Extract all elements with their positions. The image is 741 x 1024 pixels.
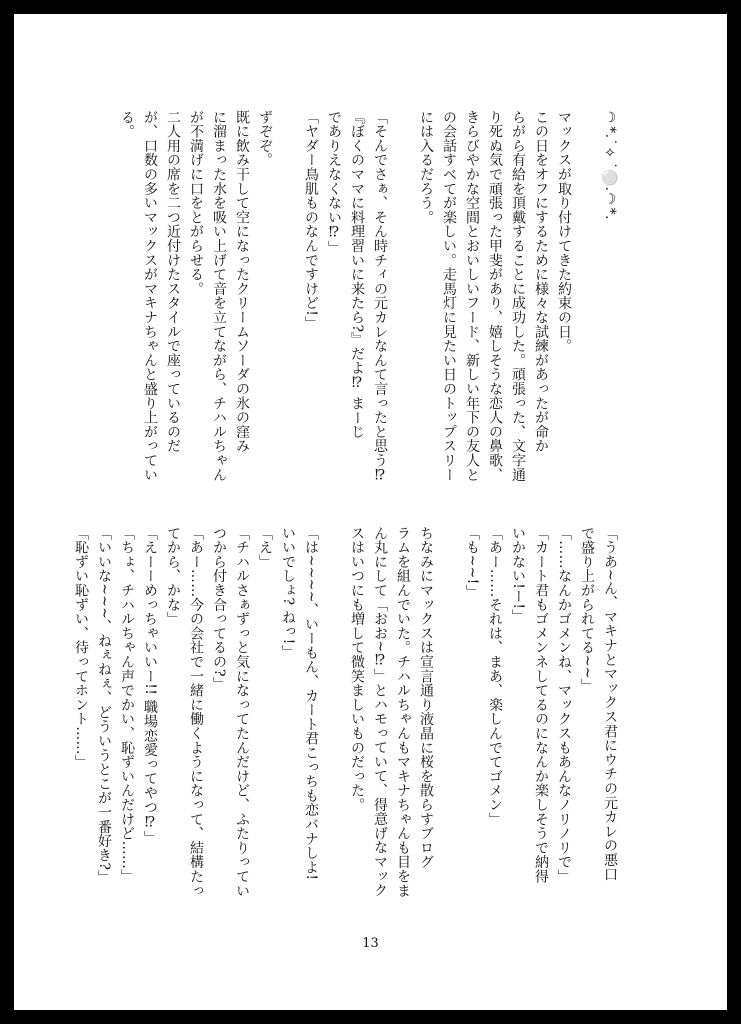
lower-text-block: 「うあ~ん、マキナとマックス君にウチの元カレの悪口 で盛り上がられてる~~」 「……なんかゴメンね、マックスもあんなノリノリで」 「カート君もゴメンネしてるのになんか楽しそうで納得 いかない!ー!」 「あー……それは、まあ、楽しんでてゴメン」 「も~~!」 ちなみにマックスは宣言通り液晶に桜を散らすブログ ラムを組んでいた。チハルちゃんもマキナちゃんも目をま ん丸にして「おお~⁉」とハモっていて、得意げなマック スはいつにも増して微笑ましいものだった。 「は~~~~、いーもん、カート君こっちも恋バナしよ! いいでしょ? ねっ!」 「え」 「チハルさぁずっと気になってたんだけど、ふたりってい つから付き合ってるの?」 「あー……今の会社で一緒に働くようになって、結構たっ てから、かな」 「えーーめっちゃいいー!! 職場恋愛ってやつ⁉」 「ちょ、チハルちゃん声でかい、恥ずいんだけど……」 「いいな~~~、ねぇねぇ、どういうとこが一番好き?」 「恥ずい恥ずい、待ってホント……」 — [73, 526, 618, 898]
page-number: 13 — [362, 936, 379, 951]
upper-text-block: ☽*.˙✧˙⚪.☽*. マックスが取り付けてきた約束の日。 この日をオフにするために様々な試練があったが命か らがら有給を頂戴することに成功した。頑張った、文字通 り死ぬ気で頑張った甲斐があり、嬉しそうな恋人の鼻歌、 きらびやかな空間とおいしいフード、新しい年下の友人と の会話すべてが楽しい。走馬灯に見たい日のトップスリー には入るだろう。 「そんでさぁ、そん時チィの元カレなんて言ったと思う⁉ 『ぼくのママに料理習いに来たら?』だよ⁉ まーじ でありえなくない⁉」 「ヤダー鳥肌ものなんですけど!」 ずぞぞ。 既に飲み干して空になったクリームソーダの氷の窪み に溜まった水を吸い上げて音を立てながら、チハルちゃん が不満げに口をとがらせる。 二人用の席を二つ近付けたスタイルで座っているのだ が、口数の多いマックスがマキナちゃんと盛り上がってい る。 — [119, 110, 618, 484]
manuscript-page — [14, 14, 727, 1010]
